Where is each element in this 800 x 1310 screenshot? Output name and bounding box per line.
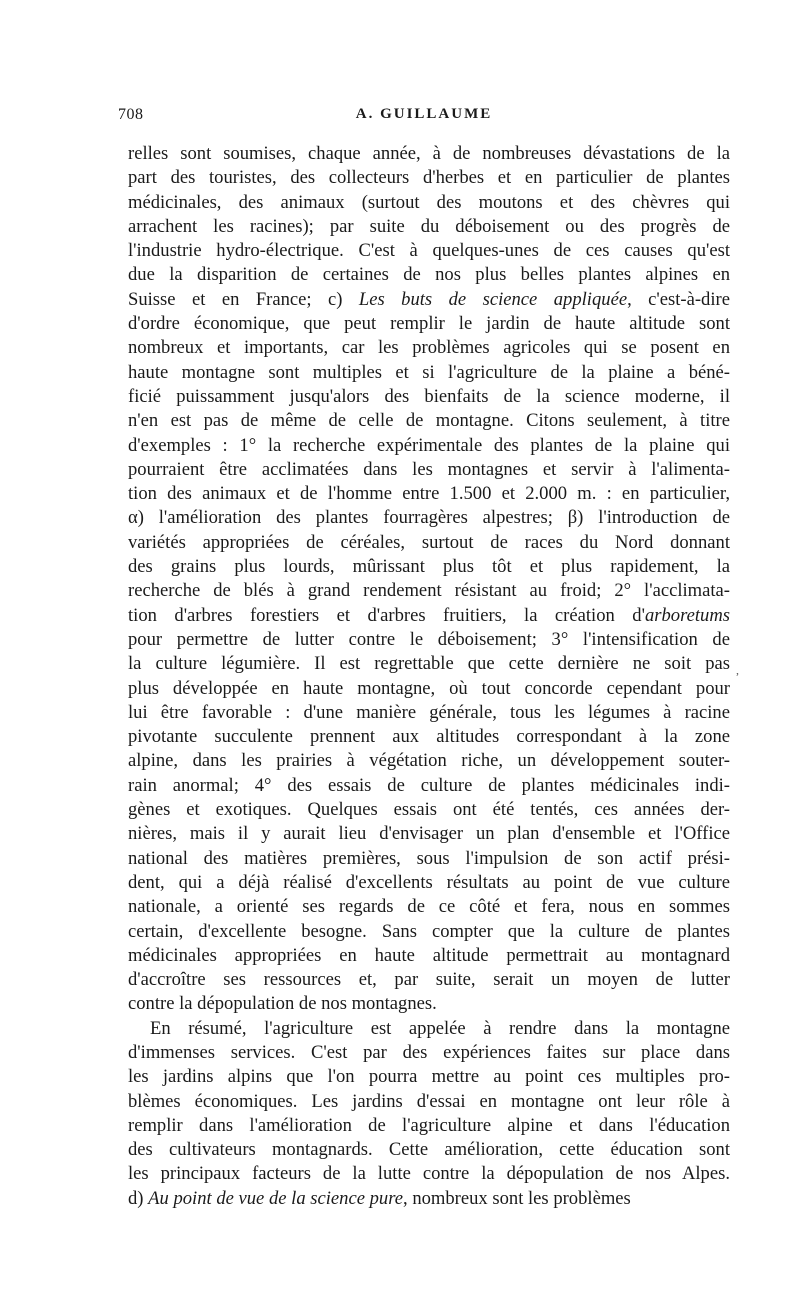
text-line bbox=[128, 361, 730, 385]
text-segment: national des matières premières, sous l'impulsion de son actif prési- bbox=[128, 847, 730, 869]
text-segment: d'accroître ses ressources et, par suite, serait un moyen de lutter bbox=[128, 969, 730, 991]
text-line bbox=[128, 555, 730, 579]
text-line bbox=[128, 1138, 730, 1162]
text-line bbox=[128, 191, 730, 215]
text-segment: remplir dans l'amélioration de l'agriculture alpine et dans l'éducation bbox=[128, 1114, 730, 1136]
text-segment: α) l'amélioration des plantes fourragères alpestres; β) l'introduction de bbox=[128, 507, 730, 529]
italic-text-segment: arboretums bbox=[644, 604, 730, 626]
text-line bbox=[128, 482, 730, 506]
text-line bbox=[128, 166, 730, 190]
text-line bbox=[128, 263, 730, 287]
text-line bbox=[128, 871, 730, 895]
text-segment: gènes et exotiques. Quelques essais ont été tentés, ces années der- bbox=[128, 799, 730, 821]
text-segment: blèmes économiques. Les jardins d'essai en montagne ont leur rôle à bbox=[128, 1090, 730, 1112]
text-segment: due la disparition de certaines de nos plus belles plantes alpines en bbox=[128, 264, 730, 286]
text-segment: , nombreux sont les problèmes bbox=[403, 1187, 631, 1209]
text-line bbox=[128, 239, 730, 263]
text-line bbox=[128, 992, 730, 1016]
text-line bbox=[128, 215, 730, 239]
text-line bbox=[128, 434, 730, 458]
text-segment: d'immenses services. C'est par des expériences faites sur place dans bbox=[128, 1041, 730, 1063]
text-line bbox=[128, 822, 730, 846]
text-segment: la culture légumière. Il est regrettable que cette dernière ne soit pas bbox=[128, 653, 730, 675]
page-number: 708 bbox=[118, 106, 144, 123]
text-line bbox=[128, 1162, 730, 1186]
text-segment: , c'est-à-dire bbox=[627, 288, 730, 310]
text-segment: ficié puissamment jusqu'alors des bienfaits de la science moderne, il bbox=[128, 385, 730, 407]
text-line bbox=[128, 1017, 730, 1041]
text-segment: arrachent les racines); par suite du déboisement ou des progrès de bbox=[128, 215, 730, 237]
text-segment: d'ordre économique, que peut remplir le jardin de haute altitude sont bbox=[128, 313, 730, 335]
text-line bbox=[128, 312, 730, 336]
text-line bbox=[128, 920, 730, 944]
text-line bbox=[128, 895, 730, 919]
text-line bbox=[128, 677, 730, 701]
text-line bbox=[128, 701, 730, 725]
text-segment: pourraient être acclimatées dans les montagnes et servir à l'alimenta- bbox=[128, 458, 730, 480]
text-segment: relles sont soumises, chaque année, à de nombreuses dévastations de la bbox=[128, 143, 730, 164]
text-segment: contre la dépopulation de nos montagnes. bbox=[128, 993, 437, 1015]
text-segment: plus développée en haute montagne, où tout concorde cependant pour bbox=[128, 677, 730, 699]
text-line bbox=[128, 798, 730, 822]
text-segment: dent, qui a déjà réalisé d'excellents résultats au point de vue culture bbox=[128, 871, 730, 893]
margin-mark: , bbox=[736, 663, 739, 677]
text-segment: pour permettre de lutter contre le déboisement; 3° l'intensification de bbox=[128, 628, 730, 650]
text-line bbox=[128, 288, 730, 312]
text-segment: des cultivateurs montagnards. Cette amélioration, cette éducation sont bbox=[128, 1139, 730, 1161]
text-segment: rain anormal; 4° des essais de culture de plantes médicinales indi- bbox=[128, 774, 730, 796]
text-line bbox=[128, 458, 730, 482]
italic-text-segment: Les buts de science appliquée bbox=[358, 288, 628, 310]
running-head bbox=[118, 106, 730, 130]
text-segment: les jardins alpins que l'on pourra mettre au point ces multiples pro- bbox=[128, 1066, 730, 1088]
text-segment: médicinales, des animaux (surtout des moutons et des chèvres qui bbox=[128, 191, 730, 213]
text-segment: Suisse et en France; c) bbox=[128, 288, 359, 310]
text-line bbox=[128, 1114, 730, 1138]
text-segment: certain, d'excellente besogne. Sans compter que la culture de plantes bbox=[128, 920, 730, 942]
text-segment: lui être favorable : d'une manière générale, tous les légumes à racine bbox=[128, 701, 730, 723]
text-segment: recherche de blés à grand rendement résistant au froid; 2° l'acclimata- bbox=[128, 580, 730, 602]
text-line bbox=[128, 385, 730, 409]
text-line bbox=[128, 725, 730, 749]
text-segment: d) bbox=[128, 1187, 149, 1209]
text-segment: tion d'arbres forestiers et d'arbres fruitiers, la création d' bbox=[128, 604, 645, 626]
text-segment: En résumé, l'agriculture est appelée à rendre dans la montagne bbox=[150, 1017, 730, 1039]
text-line bbox=[128, 652, 730, 676]
italic-text-segment: Au point de vue de la science pure bbox=[148, 1187, 404, 1209]
text-segment: pivotante succulente prennent aux altitudes correspondant à la zone bbox=[128, 726, 730, 748]
text-segment: les principaux facteurs de la lutte contre la dépopulation de nos Alpes. bbox=[128, 1163, 730, 1185]
text-segment: alpine, dans les prairies à végétation riche, un développement souter- bbox=[128, 750, 730, 772]
text-segment: nationale, a orienté ses regards de ce côté et fera, nous en sommes bbox=[128, 896, 730, 918]
text-line bbox=[128, 628, 730, 652]
text-line bbox=[128, 1090, 730, 1114]
text-segment: haute montagne sont multiples et si l'agriculture de la plaine a béné- bbox=[128, 361, 730, 383]
text-line bbox=[128, 579, 730, 603]
text-line bbox=[128, 1065, 730, 1089]
text-segment: variétés appropriées de céréales, surtout de races du Nord donnant bbox=[128, 531, 730, 553]
text-segment: d'exemples : 1° la recherche expérimentale des plantes de la plaine qui bbox=[128, 434, 730, 456]
text-line bbox=[128, 1041, 730, 1065]
text-line bbox=[128, 336, 730, 360]
text-line bbox=[128, 1187, 730, 1211]
text-line bbox=[128, 749, 730, 773]
text-line bbox=[128, 774, 730, 798]
text-segment: tion des animaux et de l'homme entre 1.500 et 2.000 m. : en particulier, bbox=[128, 483, 730, 505]
text-segment: l'industrie hydro-électrique. C'est à quelques-unes de ces causes qu'est bbox=[128, 240, 730, 262]
text-line bbox=[128, 944, 730, 968]
text-segment: part des touristes, des collecteurs d'herbes et en particulier de plantes bbox=[128, 167, 730, 189]
text-line bbox=[128, 604, 730, 628]
text-segment: nières, mais il y aurait lieu d'envisager un plan d'ensemble et l'Office bbox=[128, 823, 730, 845]
text-line bbox=[128, 847, 730, 871]
text-segment: des grains plus lourds, mûrissant plus tôt et plus rapidement, la bbox=[128, 556, 730, 578]
text-line bbox=[128, 968, 730, 992]
text-segment: n'en est pas de même de celle de montagne. Citons seulement, à titre bbox=[128, 410, 730, 432]
text-line bbox=[128, 506, 730, 530]
text-segment: nombreux et importants, car les problèmes agricoles qui se posent en bbox=[128, 337, 730, 359]
running-title: A. GUILLAUME bbox=[355, 106, 493, 122]
text-line bbox=[128, 142, 730, 166]
text-line bbox=[128, 409, 730, 433]
text-line bbox=[128, 531, 730, 555]
text-segment: médicinales appropriées en haute altitude permettrait au montagnard bbox=[128, 944, 730, 966]
body-text bbox=[128, 142, 730, 1211]
